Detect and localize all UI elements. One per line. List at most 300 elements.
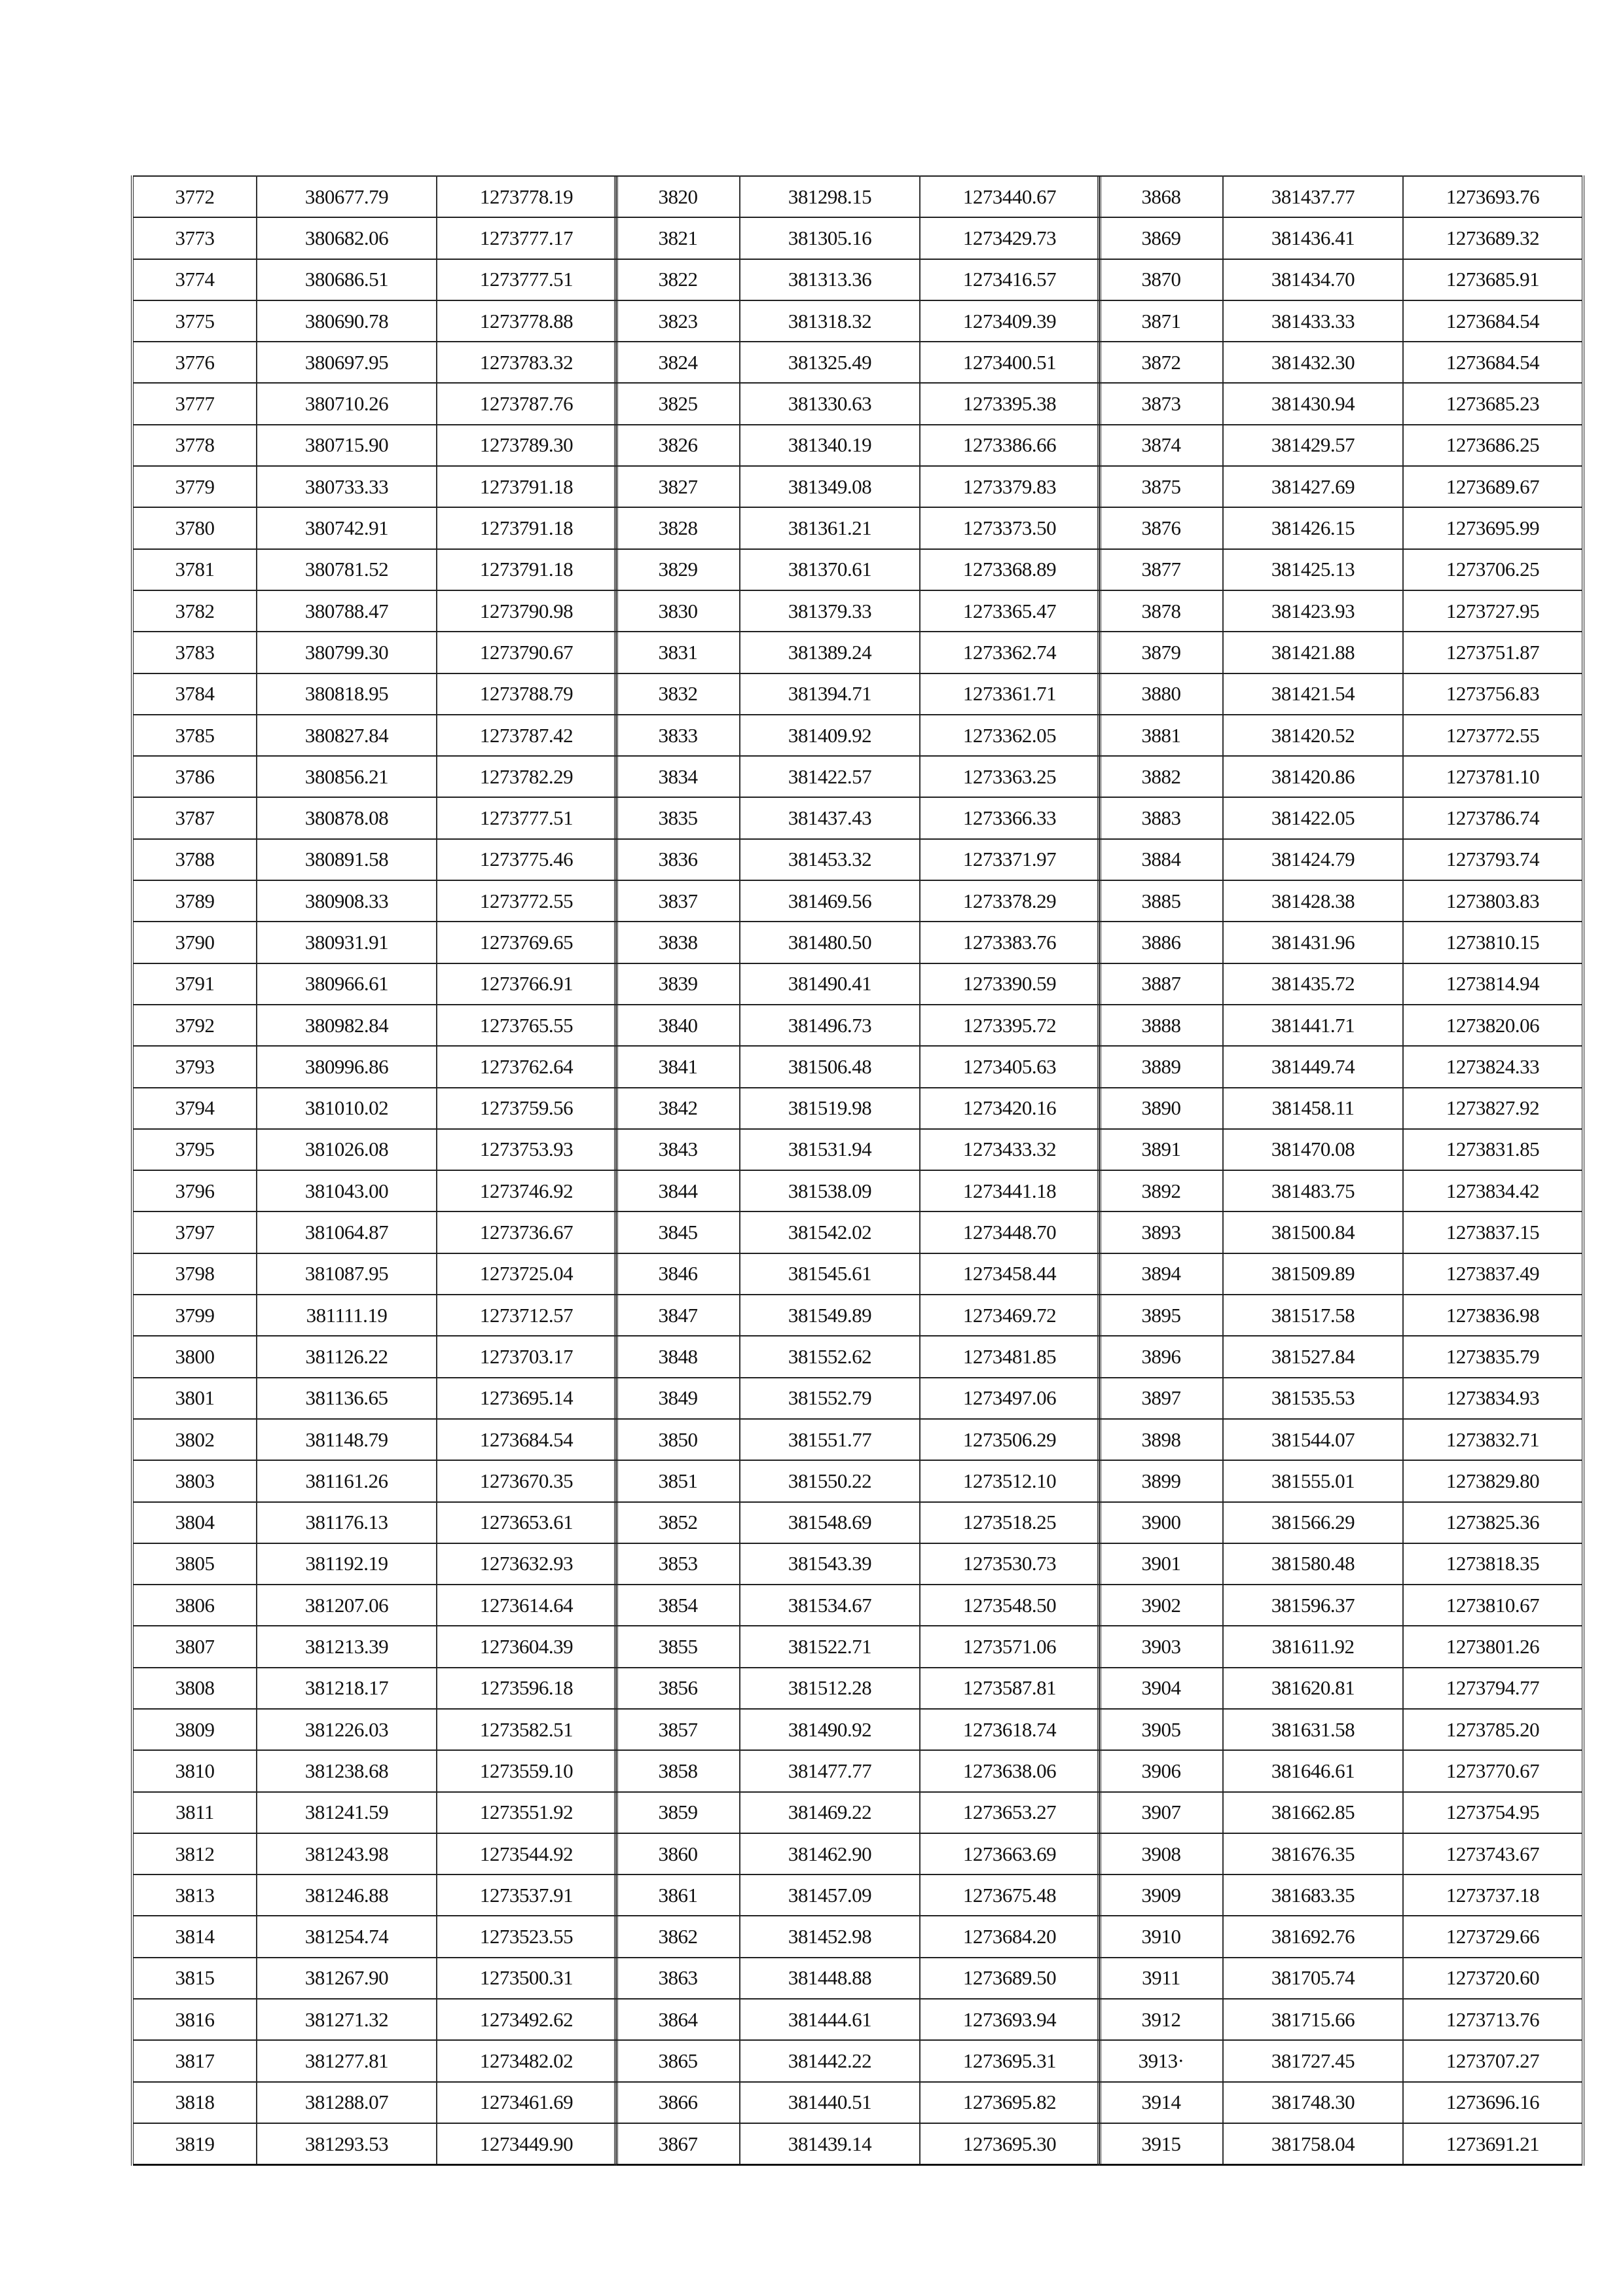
y-coordinate-cell: 1273604.39 [437,1626,617,1667]
x-coordinate-cell: 381026.08 [257,1129,437,1170]
x-coordinate-cell: 381490.41 [740,963,920,1005]
point-id-cell: 3806 [132,1585,257,1626]
x-coordinate-cell: 381394.71 [740,673,920,715]
point-id-cell: 3834 [615,756,740,797]
point-id-cell: 3893 [1099,1211,1223,1253]
table-row [1099,300,1583,342]
table-row [615,1958,1100,1999]
y-coordinate-cell: 1273791.18 [437,549,617,590]
point-id-cell: 3862 [615,1916,740,1957]
y-coordinate-cell: 1273395.72 [920,1005,1100,1046]
x-coordinate-cell: 381437.43 [740,797,920,838]
table-row [132,342,617,383]
y-coordinate-cell: 1273675.48 [920,1874,1100,1916]
point-id-cell: 3841 [615,1046,740,1087]
point-id-cell: 3775 [132,300,257,342]
table-row [615,1170,1100,1211]
y-coordinate-cell: 1273787.76 [437,383,617,424]
y-coordinate-cell: 1273814.94 [1403,963,1583,1005]
x-coordinate-cell: 381662.85 [1223,1792,1403,1833]
y-coordinate-cell: 1273481.85 [920,1336,1100,1377]
y-coordinate-cell: 1273801.26 [1403,1626,1583,1667]
point-id-cell: 3803 [132,1460,257,1501]
y-coordinate-cell: 1273571.06 [920,1626,1100,1667]
point-id-cell: 3797 [132,1211,257,1253]
y-coordinate-cell: 1273365.47 [920,590,1100,632]
table-row [615,549,1100,590]
x-coordinate-cell: 380931.91 [257,922,437,963]
y-coordinate-cell: 1273500.31 [437,1958,617,1999]
x-coordinate-cell: 381389.24 [740,632,920,673]
y-coordinate-cell: 1273725.04 [437,1253,617,1295]
table-row [1099,217,1583,259]
table-row [1099,549,1583,590]
table-row [1099,1295,1583,1336]
y-coordinate-cell: 1273390.59 [920,963,1100,1005]
y-coordinate-cell: 1273685.91 [1403,259,1583,300]
x-coordinate-cell: 381409.92 [740,715,920,756]
table-row [1099,1253,1583,1295]
x-coordinate-cell: 381436.41 [1223,217,1403,259]
point-id-cell: 3796 [132,1170,257,1211]
table-row [1099,1833,1583,1874]
y-coordinate-cell: 1273695.31 [920,2040,1100,2081]
y-coordinate-cell: 1273786.74 [1403,797,1583,838]
point-id-cell: 3826 [615,425,740,466]
table-row [132,1460,617,1501]
table-row [1099,259,1583,300]
x-coordinate-cell: 380710.26 [257,383,437,424]
point-id-cell: 3883 [1099,797,1223,838]
x-coordinate-cell: 381580.48 [1223,1543,1403,1585]
table-row [1099,1088,1583,1129]
table-row [615,1419,1100,1460]
x-coordinate-cell: 381425.13 [1223,549,1403,590]
y-coordinate-cell: 1273706.25 [1403,549,1583,590]
x-coordinate-cell: 381509.89 [1223,1253,1403,1295]
point-id-cell: 3853 [615,1543,740,1585]
y-coordinate-cell: 1273777.51 [437,259,617,300]
point-id-cell: 3812 [132,1833,257,1874]
x-coordinate-cell: 381543.39 [740,1543,920,1585]
y-coordinate-cell: 1273820.06 [1403,1005,1583,1046]
y-coordinate-cell: 1273492.62 [437,1999,617,2040]
y-coordinate-cell: 1273689.67 [1403,466,1583,507]
point-id-cell: 3867 [615,2123,740,2165]
point-id-cell: 3876 [1099,507,1223,548]
x-coordinate-cell: 381550.22 [740,1460,920,1501]
table-row [615,1502,1100,1543]
point-id-cell: 3849 [615,1378,740,1419]
table-row [1099,715,1583,756]
table-row [132,425,617,466]
point-id-cell: 3902 [1099,1585,1223,1626]
x-coordinate-cell: 381512.28 [740,1668,920,1709]
x-coordinate-cell: 380742.91 [257,507,437,548]
point-id-cell: 3877 [1099,549,1223,590]
coordinate-table-block-2 [614,175,1101,2166]
x-coordinate-cell: 381207.06 [257,1585,437,1626]
point-id-cell: 3868 [1099,176,1223,217]
point-id-cell: 3809 [132,1709,257,1750]
x-coordinate-cell: 380733.33 [257,466,437,507]
y-coordinate-cell: 1273695.14 [437,1378,617,1419]
point-id-cell: 3785 [132,715,257,756]
point-id-cell: 3894 [1099,1253,1223,1295]
point-id-cell: 3805 [132,1543,257,1585]
point-id-cell: 3866 [615,2082,740,2123]
y-coordinate-cell: 1273790.67 [437,632,617,673]
y-coordinate-cell: 1273835.79 [1403,1336,1583,1377]
table-row [132,1336,617,1377]
x-coordinate-cell: 381423.93 [1223,590,1403,632]
x-coordinate-cell: 381420.52 [1223,715,1403,756]
table-row [615,1626,1100,1667]
x-coordinate-cell: 380996.86 [257,1046,437,1087]
x-coordinate-cell: 381426.15 [1223,507,1403,548]
point-id-cell: 3815 [132,1958,257,1999]
table-row [132,383,617,424]
y-coordinate-cell: 1273551.92 [437,1792,617,1833]
table-row [1099,2040,1583,2081]
x-coordinate-cell: 381470.08 [1223,1129,1403,1170]
y-coordinate-cell: 1273695.30 [920,2123,1100,2165]
x-coordinate-cell: 381758.04 [1223,2123,1403,2165]
y-coordinate-cell: 1273441.18 [920,1170,1100,1211]
y-coordinate-cell: 1273378.29 [920,880,1100,922]
point-id-cell: 3872 [1099,342,1223,383]
point-id-cell: 3799 [132,1295,257,1336]
point-id-cell: 3836 [615,839,740,880]
point-id-cell: 3858 [615,1750,740,1791]
x-coordinate-cell: 381111.19 [257,1295,437,1336]
x-coordinate-cell: 380856.21 [257,756,437,797]
table-row [1099,1005,1583,1046]
y-coordinate-cell: 1273789.30 [437,425,617,466]
y-coordinate-cell: 1273769.65 [437,922,617,963]
point-id-cell: 3825 [615,383,740,424]
y-coordinate-cell: 1273788.79 [437,673,617,715]
x-coordinate-cell: 380697.95 [257,342,437,383]
table-row [615,1916,1100,1957]
x-coordinate-cell: 381683.35 [1223,1874,1403,1916]
x-coordinate-cell: 381555.01 [1223,1460,1403,1501]
table-row [132,1005,617,1046]
table-row [132,1502,617,1543]
table-row [615,1005,1100,1046]
x-coordinate-cell: 381442.22 [740,2040,920,2081]
point-id-cell: 3824 [615,342,740,383]
table-row [1099,466,1583,507]
table-row [615,466,1100,507]
x-coordinate-cell: 381534.67 [740,1585,920,1626]
table-row [132,1295,617,1336]
point-id-cell: 3791 [132,963,257,1005]
table-row [1099,1046,1583,1087]
table-row [1099,1170,1583,1211]
table-row [615,1211,1100,1253]
table-row [1099,1585,1583,1626]
x-coordinate-cell: 381430.94 [1223,383,1403,424]
x-coordinate-cell: 381434.70 [1223,259,1403,300]
x-coordinate-cell: 381548.69 [740,1502,920,1543]
table-row [132,549,617,590]
y-coordinate-cell: 1273638.06 [920,1750,1100,1791]
point-id-cell: 3856 [615,1668,740,1709]
table-row [615,1668,1100,1709]
y-coordinate-cell: 1273497.06 [920,1378,1100,1419]
table-row [132,1129,617,1170]
table-row [132,756,617,797]
y-coordinate-cell: 1273420.16 [920,1088,1100,1129]
table-row [1099,1460,1583,1501]
y-coordinate-cell: 1273416.57 [920,259,1100,300]
x-coordinate-cell: 381715.66 [1223,1999,1403,2040]
x-coordinate-cell: 380908.33 [257,880,437,922]
table-row [132,1709,617,1750]
table-row [132,1378,617,1419]
y-coordinate-cell: 1273831.85 [1403,1129,1583,1170]
x-coordinate-cell: 381043.00 [257,1170,437,1211]
y-coordinate-cell: 1273818.35 [1403,1543,1583,1585]
point-id-cell: 3774 [132,259,257,300]
table-row [132,259,617,300]
point-id-cell: 3819 [132,2123,257,2165]
point-id-cell: 3845 [615,1211,740,1253]
point-id-cell: 3808 [132,1668,257,1709]
point-id-cell: 3859 [615,1792,740,1833]
table-row [615,1295,1100,1336]
table-row [132,2082,617,2123]
y-coordinate-cell: 1273685.23 [1403,383,1583,424]
x-coordinate-cell: 381522.71 [740,1626,920,1667]
x-coordinate-cell: 381277.81 [257,2040,437,2081]
y-coordinate-cell: 1273596.18 [437,1668,617,1709]
table-row [615,1709,1100,1750]
point-id-cell: 3888 [1099,1005,1223,1046]
x-coordinate-cell: 381148.79 [257,1419,437,1460]
x-coordinate-cell: 381500.84 [1223,1211,1403,1253]
point-id-cell: 3837 [615,880,740,922]
x-coordinate-cell: 381427.69 [1223,466,1403,507]
y-coordinate-cell: 1273736.67 [437,1211,617,1253]
point-id-cell: 3784 [132,673,257,715]
table-row [1099,756,1583,797]
y-coordinate-cell: 1273753.93 [437,1129,617,1170]
table-row [1099,797,1583,838]
y-coordinate-cell: 1273363.25 [920,756,1100,797]
point-id-cell: 3817 [132,2040,257,2081]
table-row [1099,632,1583,673]
y-coordinate-cell: 1273836.98 [1403,1295,1583,1336]
point-id-cell: 3910 [1099,1916,1223,1957]
table-row [615,1750,1100,1791]
y-coordinate-cell: 1273713.76 [1403,1999,1583,2040]
table-row [615,1088,1100,1129]
x-coordinate-cell: 381428.38 [1223,880,1403,922]
x-coordinate-cell: 381424.79 [1223,839,1403,880]
point-id-cell: 3869 [1099,217,1223,259]
table-row [132,1792,617,1833]
point-id-cell: 3912 [1099,1999,1223,2040]
point-id-cell: 3851 [615,1460,740,1501]
y-coordinate-cell: 1273512.10 [920,1460,1100,1501]
x-coordinate-cell: 381519.98 [740,1088,920,1129]
point-id-cell: 3821 [615,217,740,259]
point-id-cell: 3794 [132,1088,257,1129]
table-row [132,963,617,1005]
table-row [132,1833,617,1874]
x-coordinate-cell: 381432.30 [1223,342,1403,383]
table-row [132,1046,617,1087]
table-row [615,342,1100,383]
table-row [1099,922,1583,963]
point-id-cell: 3820 [615,176,740,217]
y-coordinate-cell: 1273703.17 [437,1336,617,1377]
x-coordinate-cell: 381506.48 [740,1046,920,1087]
x-coordinate-cell: 381288.07 [257,2082,437,2123]
point-id-cell: 3905 [1099,1709,1223,1750]
table-row [615,1999,1100,2040]
y-coordinate-cell: 1273523.55 [437,1916,617,1957]
point-id-cell: 3881 [1099,715,1223,756]
y-coordinate-cell: 1273362.05 [920,715,1100,756]
table-row [1099,2082,1583,2123]
table-row [132,1170,617,1211]
y-coordinate-cell: 1273754.95 [1403,1792,1583,1833]
point-id-cell: 3779 [132,466,257,507]
y-coordinate-cell: 1273837.49 [1403,1253,1583,1295]
table-row [615,797,1100,838]
point-id-cell: 3852 [615,1502,740,1543]
x-coordinate-cell: 381325.49 [740,342,920,383]
table-row [1099,342,1583,383]
table-row [1099,383,1583,424]
table-row [615,217,1100,259]
table-row [132,2123,617,2165]
x-coordinate-cell: 381241.59 [257,1792,437,1833]
table-row [1099,1874,1583,1916]
x-coordinate-cell: 381441.71 [1223,1005,1403,1046]
x-coordinate-cell: 380818.95 [257,673,437,715]
point-id-cell: 3818 [132,2082,257,2123]
y-coordinate-cell: 1273469.72 [920,1295,1100,1336]
x-coordinate-cell: 381238.68 [257,1750,437,1791]
x-coordinate-cell: 380799.30 [257,632,437,673]
table-row [1099,1792,1583,1833]
y-coordinate-cell: 1273782.29 [437,756,617,797]
y-coordinate-cell: 1273653.61 [437,1502,617,1543]
y-coordinate-cell: 1273775.46 [437,839,617,880]
y-coordinate-cell: 1273582.51 [437,1709,617,1750]
y-coordinate-cell: 1273684.54 [437,1419,617,1460]
table-row [615,880,1100,922]
point-id-cell: 3813 [132,1874,257,1916]
table-row [1099,963,1583,1005]
table-row [615,259,1100,300]
y-coordinate-cell: 1273696.16 [1403,2082,1583,2123]
point-id-cell: 3792 [132,1005,257,1046]
table-row [132,797,617,838]
table-row [132,1916,617,1957]
point-id-cell: 3857 [615,1709,740,1750]
table-row [615,922,1100,963]
point-id-cell: 3898 [1099,1419,1223,1460]
y-coordinate-cell: 1273777.51 [437,797,617,838]
x-coordinate-cell: 381483.75 [1223,1170,1403,1211]
table-row [615,425,1100,466]
point-id-cell: 3899 [1099,1460,1223,1501]
point-id-cell: 3783 [132,632,257,673]
point-id-cell: 3814 [132,1916,257,1957]
y-coordinate-cell: 1273746.92 [437,1170,617,1211]
y-coordinate-cell: 1273686.25 [1403,425,1583,466]
x-coordinate-cell: 381596.37 [1223,1585,1403,1626]
x-coordinate-cell: 381496.73 [740,1005,920,1046]
point-id-cell: 3861 [615,1874,740,1916]
x-coordinate-cell: 381549.89 [740,1295,920,1336]
point-id-cell: 3811 [132,1792,257,1833]
y-coordinate-cell: 1273684.54 [1403,342,1583,383]
y-coordinate-cell: 1273770.67 [1403,1750,1583,1791]
table-row [1099,1336,1583,1377]
point-id-cell: 3786 [132,756,257,797]
table-row [132,507,617,548]
x-coordinate-cell: 381421.54 [1223,673,1403,715]
y-coordinate-cell: 1273684.20 [920,1916,1100,1957]
point-id-cell: 3833 [615,715,740,756]
y-coordinate-cell: 1273482.02 [437,2040,617,2081]
table-row [615,507,1100,548]
point-id-cell: 3889 [1099,1046,1223,1087]
point-id-cell: 3896 [1099,1336,1223,1377]
x-coordinate-cell: 381437.77 [1223,176,1403,217]
x-coordinate-cell: 380788.47 [257,590,437,632]
point-id-cell: 3882 [1099,756,1223,797]
table-row [615,2040,1100,2081]
point-id-cell: 3854 [615,1585,740,1626]
y-coordinate-cell: 1273837.15 [1403,1211,1583,1253]
y-coordinate-cell: 1273368.89 [920,549,1100,590]
point-id-cell: 3870 [1099,259,1223,300]
x-coordinate-cell: 381542.02 [740,1211,920,1253]
point-id-cell: 3832 [615,673,740,715]
table-row [615,839,1100,880]
table-row [1099,507,1583,548]
point-id-cell: 3892 [1099,1170,1223,1211]
y-coordinate-cell: 1273778.19 [437,176,617,217]
point-id-cell: 3787 [132,797,257,838]
y-coordinate-cell: 1273743.67 [1403,1833,1583,1874]
point-id-cell: 3802 [132,1419,257,1460]
point-id-cell: 3913· [1099,2040,1223,2081]
y-coordinate-cell: 1273366.33 [920,797,1100,838]
x-coordinate-cell: 380966.61 [257,963,437,1005]
table-row [615,2123,1100,2165]
y-coordinate-cell: 1273790.98 [437,590,617,632]
table-row [132,1088,617,1129]
y-coordinate-cell: 1273362.74 [920,632,1100,673]
x-coordinate-cell: 381462.90 [740,1833,920,1874]
y-coordinate-cell: 1273765.55 [437,1005,617,1046]
y-coordinate-cell: 1273695.82 [920,2082,1100,2123]
point-id-cell: 3855 [615,1626,740,1667]
y-coordinate-cell: 1273824.33 [1403,1046,1583,1087]
x-coordinate-cell: 381527.84 [1223,1336,1403,1377]
x-coordinate-cell: 381161.26 [257,1460,437,1501]
y-coordinate-cell: 1273653.27 [920,1792,1100,1833]
point-id-cell: 3873 [1099,383,1223,424]
